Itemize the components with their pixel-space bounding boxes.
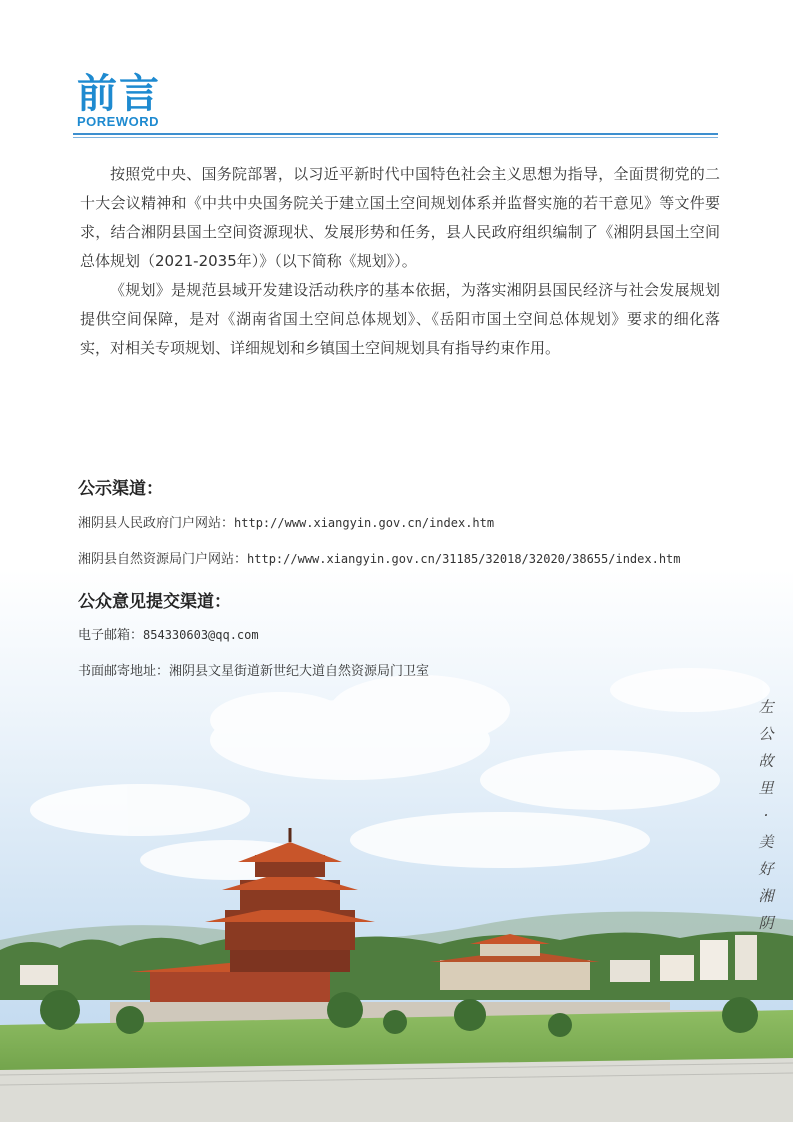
feedback-item-address xyxy=(78,660,429,679)
feedback-label: 电子邮箱： xyxy=(78,628,144,643)
address-value: 湘阴县文星街道新世纪大道自然资源局门卫室 xyxy=(169,664,430,679)
scenic-background xyxy=(0,570,793,1122)
feedback-title: 公众意见提交渠道： xyxy=(78,592,231,612)
publicity-title: 公示渠道： xyxy=(78,479,163,499)
publicity-label: 湘阴县自然资源局门户网站： xyxy=(78,552,248,567)
email-link[interactable]: 854330603@qq.com xyxy=(143,628,259,642)
slogan-char: 美 xyxy=(758,833,774,851)
header-rule-thin xyxy=(73,137,718,138)
header-rule xyxy=(73,133,718,135)
foreword-body xyxy=(80,160,720,363)
publicity-item-gov xyxy=(78,512,494,531)
slogan-char: 湘 xyxy=(758,887,774,905)
slogan-char: 里 xyxy=(758,779,774,797)
vertical-slogan xyxy=(754,694,778,937)
slogan-char: 好 xyxy=(758,860,774,878)
slogan-char: 公 xyxy=(758,725,774,743)
page-subtitle: POREWORD xyxy=(77,114,159,129)
slogan-char: 左 xyxy=(758,698,774,716)
feedback-item-email xyxy=(78,624,259,643)
paragraph-1: 按照党中央、国务院部署，以习近平新时代中国特色社会主义思想为指导，全面贯彻党的二十大会议精神和《中共中央国务院关于建立国土空间规划体系并监督实施的若干意见》等文件要求，结合湘阴县国土空间资源现状、发展形势和任务，县人民政府组织编制了《湘阴县国土空间总体规划（2021-2035年）》（以下简称《规划》）。 xyxy=(80,165,720,270)
slogan-char: 故 xyxy=(758,752,774,770)
slogan-char: 阴 xyxy=(758,914,774,932)
page-title: 前言 xyxy=(77,71,161,117)
feedback-label: 书面邮寄地址： xyxy=(78,664,170,679)
paragraph-2: 《规划》是规范县域开发建设活动秩序的基本依据，为落实湘阴县国民经济与社会发展规划提供空间保障，是对《湖南省国土空间总体规划》、《岳阳市国土空间总体规划》要求的细化落实，对相关专项规划、详细规划和乡镇国土空间规划具有指导约束作用。 xyxy=(80,281,720,357)
section-header xyxy=(77,72,161,130)
publicity-item-bureau xyxy=(78,548,681,567)
publicity-label: 湘阴县人民政府门户网站： xyxy=(78,516,235,531)
publicity-link[interactable]: http://www.xiangyin.gov.cn/index.htm xyxy=(234,516,495,530)
slogan-char: · xyxy=(763,806,769,824)
publicity-link[interactable]: http://www.xiangyin.gov.cn/31185/32018/32020/38655/index.htm xyxy=(247,552,681,566)
